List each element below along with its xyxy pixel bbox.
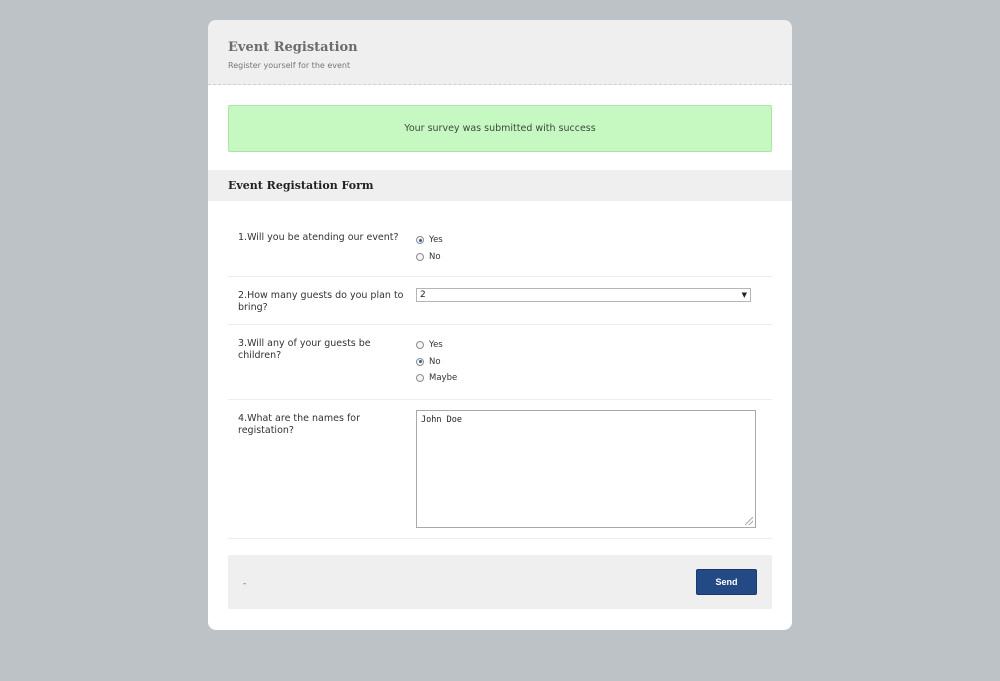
page-title: Event Registation: [228, 40, 358, 55]
attending-option-no-label: No: [429, 251, 441, 262]
children-radio-maybe[interactable]: [416, 374, 424, 382]
registration-card: [208, 20, 792, 630]
children-option-no[interactable]: [416, 354, 457, 371]
question-label-3: 3.Will any of your guests be children?: [238, 338, 371, 361]
question-row-3: [228, 325, 772, 400]
question-row-4: [228, 400, 772, 539]
form-section-title: [208, 170, 792, 201]
attending-radio-group: [416, 232, 443, 265]
chevron-down-icon: ▼: [741, 291, 747, 299]
question-row-1: [228, 220, 772, 277]
resize-handle-icon[interactable]: [745, 517, 753, 525]
children-option-yes[interactable]: [416, 337, 457, 354]
form-title: Event Registation Form: [228, 179, 374, 192]
children-option-no-label: No: [429, 356, 441, 367]
page-subtitle: Register yourself for the event: [228, 61, 351, 70]
question-label-1: 1.Will you be atending our event?: [238, 232, 399, 243]
guests-count-value: 2: [420, 290, 426, 300]
children-option-maybe-label: Maybe: [429, 373, 458, 384]
children-radio-yes[interactable]: [416, 341, 424, 349]
question-row-2: [228, 277, 772, 325]
attending-option-no[interactable]: [416, 249, 443, 266]
children-radio-group: [416, 337, 457, 387]
success-alert: [228, 105, 772, 152]
question-label-2: 2.How many guests do you plan to bring?: [238, 290, 404, 313]
question-label-4: 4.What are the names for registation?: [238, 413, 361, 436]
attending-radio-no[interactable]: [416, 253, 424, 261]
attending-option-yes[interactable]: [416, 232, 443, 249]
children-radio-no[interactable]: [416, 358, 424, 366]
card-header: [208, 20, 792, 85]
children-option-yes-label: Yes: [429, 340, 443, 351]
form-footer: [228, 555, 772, 609]
footer-dash: -: [243, 579, 247, 589]
guest-names-value: John Doe: [421, 415, 462, 425]
guest-names-textarea[interactable]: [416, 410, 756, 528]
attending-radio-yes[interactable]: [416, 236, 424, 244]
attending-option-yes-label: Yes: [429, 235, 443, 246]
send-button[interactable]: Send: [696, 569, 757, 595]
success-alert-message: Your survey was submitted with success: [404, 123, 596, 134]
children-option-maybe[interactable]: [416, 370, 457, 387]
guests-count-select[interactable]: [416, 288, 751, 302]
